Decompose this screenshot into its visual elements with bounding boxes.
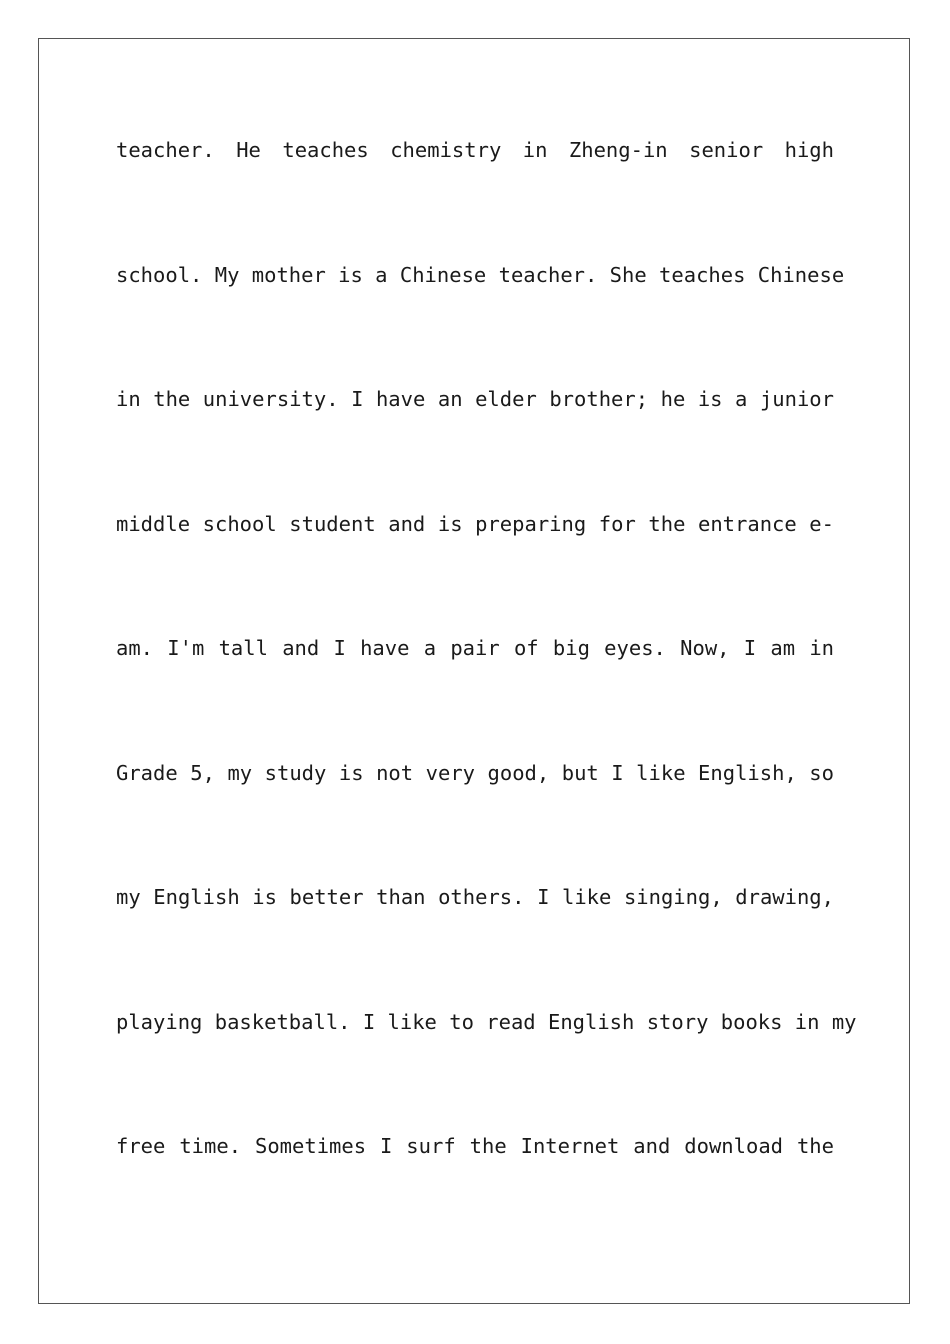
text-line: playing basketball. I like to read English story books in my: [116, 1010, 857, 1034]
text-line: Grade 5, my study is not very good, but I like English, so: [116, 761, 834, 785]
text-line: school. My mother is a Chinese teacher. She teaches Chinese: [116, 263, 845, 287]
text-line: free time. Sometimes I surf the Internet and download the: [116, 1134, 834, 1158]
text-line: am. I'm tall and I have a pair of big eyes. Now, I am in: [116, 636, 834, 660]
text-line: teacher. He teaches chemistry in Zheng-in senior high: [116, 138, 834, 162]
text-line: middle school student and is preparing for the entrance e-: [116, 512, 834, 536]
text-line: my English is better than others. I like singing, drawing,: [116, 885, 834, 909]
document-page: [38, 38, 910, 1304]
text-line: in the university. I have an elder brother; he is a junior: [116, 387, 834, 411]
